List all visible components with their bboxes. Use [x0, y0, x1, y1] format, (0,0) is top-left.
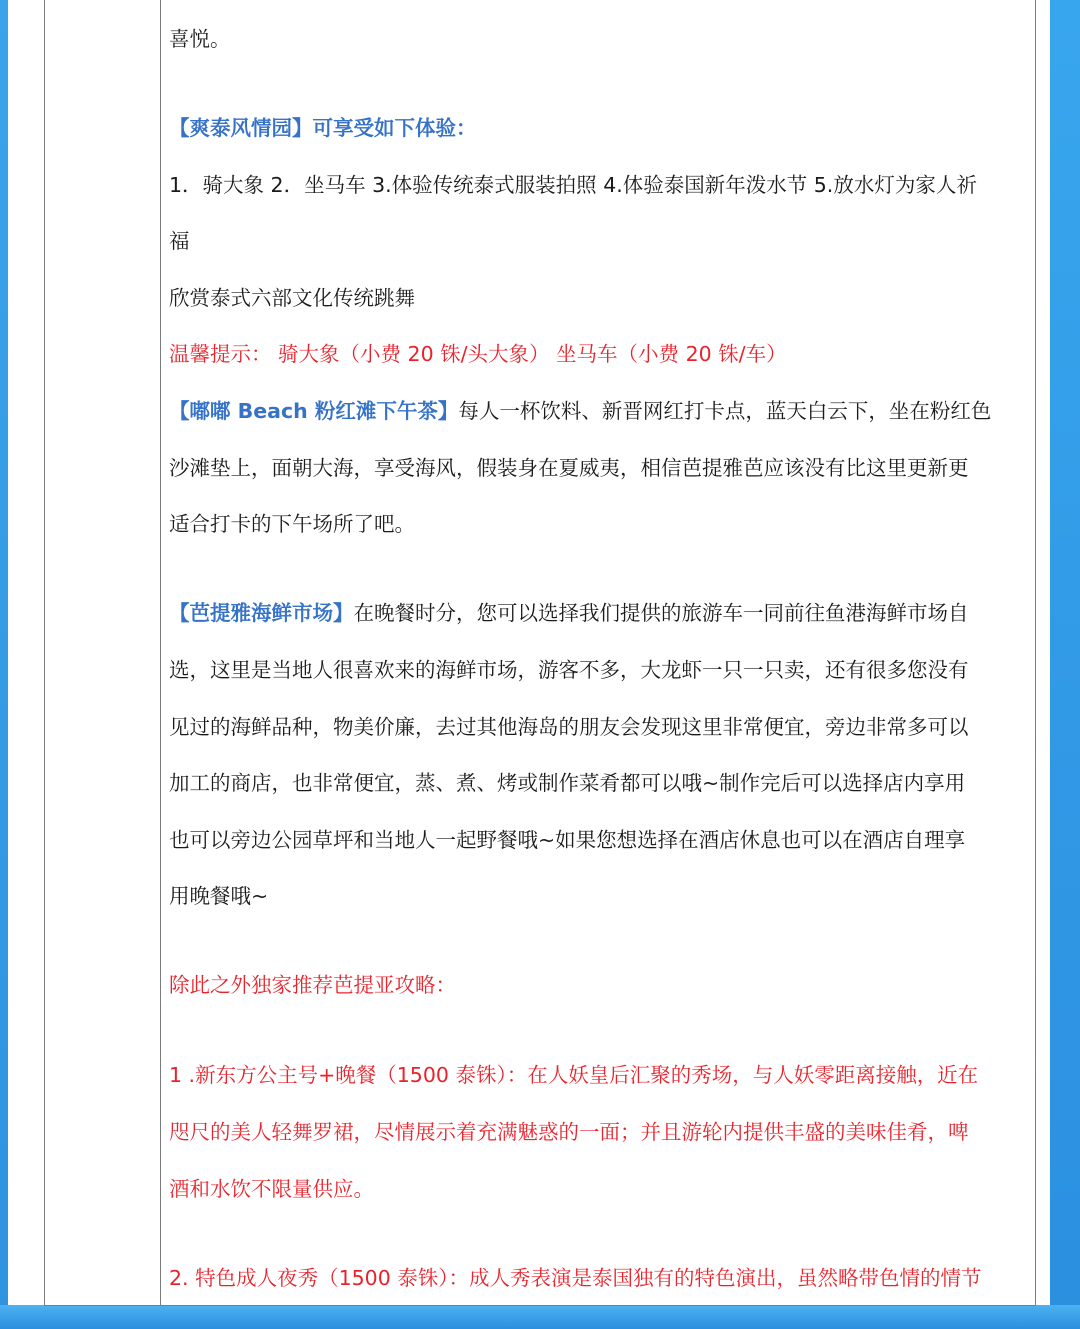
dudu-beach-line-1 [169, 396, 1029, 426]
itinerary-table [44, 0, 1036, 1306]
section-title-seafood-market: 【芭提雅海鲜市场】 [169, 601, 354, 625]
seafood-market-line-5: 也可以旁边公园草坪和当地人一起野餐哦~如果您想选择在酒店休息也可以在酒店自理享 [169, 828, 966, 852]
frame-bottom-border [0, 1305, 1080, 1329]
shuangtai-line-3: 欣赏泰式六部文化传统跳舞 [169, 286, 415, 310]
seafood-market-line-1-text: 在晚餐时分，您可以选择我们提供的旅游车一同前往鱼港海鲜市场自 [353, 601, 969, 625]
recommendation-1-line-2: 咫尺的美人轻舞罗裙，尽情展示着充满魅惑的一面；并且游轮内提供丰盛的美味佳肴，啤 [169, 1120, 969, 1144]
seafood-market-line-3: 见过的海鲜品种，物美价廉，去过其他海岛的朋友会发现这里非常便宜，旁边非常多可以 [169, 715, 969, 739]
frame-right-border [1050, 0, 1080, 1329]
seafood-market-line-1 [169, 598, 1029, 628]
frame-left-border [0, 0, 8, 1329]
seafood-market-line-6: 用晚餐哦~ [169, 884, 269, 908]
section-title-shuangtai: 【爽泰风情园】可享受如下体验： [169, 116, 477, 140]
dudu-beach-line-1-text: 每人一杯饮料、新晋网红打卡点，蓝天白云下，坐在粉红色 [458, 399, 992, 423]
table-left-column [45, 0, 161, 1305]
tip-line: 温馨提示： 骑大象（小费 20 铢/头大象） 坐马车（小费 20 铢/车） [169, 342, 787, 366]
seafood-market-line-4: 加工的商店，也非常便宜，蒸、煮、烤或制作菜肴都可以哦~制作完后可以选择店内享用 [169, 771, 966, 795]
recommendation-1-line-1: 1 .新东方公主号+晚餐（1500 泰铢）：在人妖皇后汇聚的秀场，与人妖零距离接触，近在 [169, 1063, 979, 1087]
dudu-beach-line-3: 适合打卡的下午场所了吧。 [169, 512, 415, 536]
recommendation-2-line-1: 2. 特色成人夜秀（1500 泰铢）：成人秀表演是泰国独有的特色演出，虽然略带色情的情节 [169, 1266, 982, 1290]
recommendation-1-line-3: 酒和水饮不限量供应。 [169, 1177, 374, 1201]
seafood-market-line-2: 选，这里是当地人很喜欢来的海鲜市场，游客不多，大龙虾一只一只卖，还有很多您没有 [169, 658, 969, 682]
text-line-top: 喜悦。 [169, 27, 231, 51]
dudu-beach-line-2: 沙滩垫上，面朝大海，享受海风，假装身在夏威夷，相信芭提雅芭应该没有比这里更新更 [169, 456, 969, 480]
shuangtai-line-1: 1．骑大象 2．坐马车 3.体验传统泰式服装拍照 4.体验泰国新年泼水节 5.放水灯为家人祈 [169, 173, 977, 197]
section-title-dudu-beach: 【嘟嘟 Beach 粉红滩下午茶】 [169, 399, 459, 423]
shuangtai-line-2: 福 [169, 229, 190, 253]
table-content-cell [169, 0, 1031, 1305]
recommendation-title: 除此之外独家推荐芭提亚攻略： [169, 973, 456, 997]
